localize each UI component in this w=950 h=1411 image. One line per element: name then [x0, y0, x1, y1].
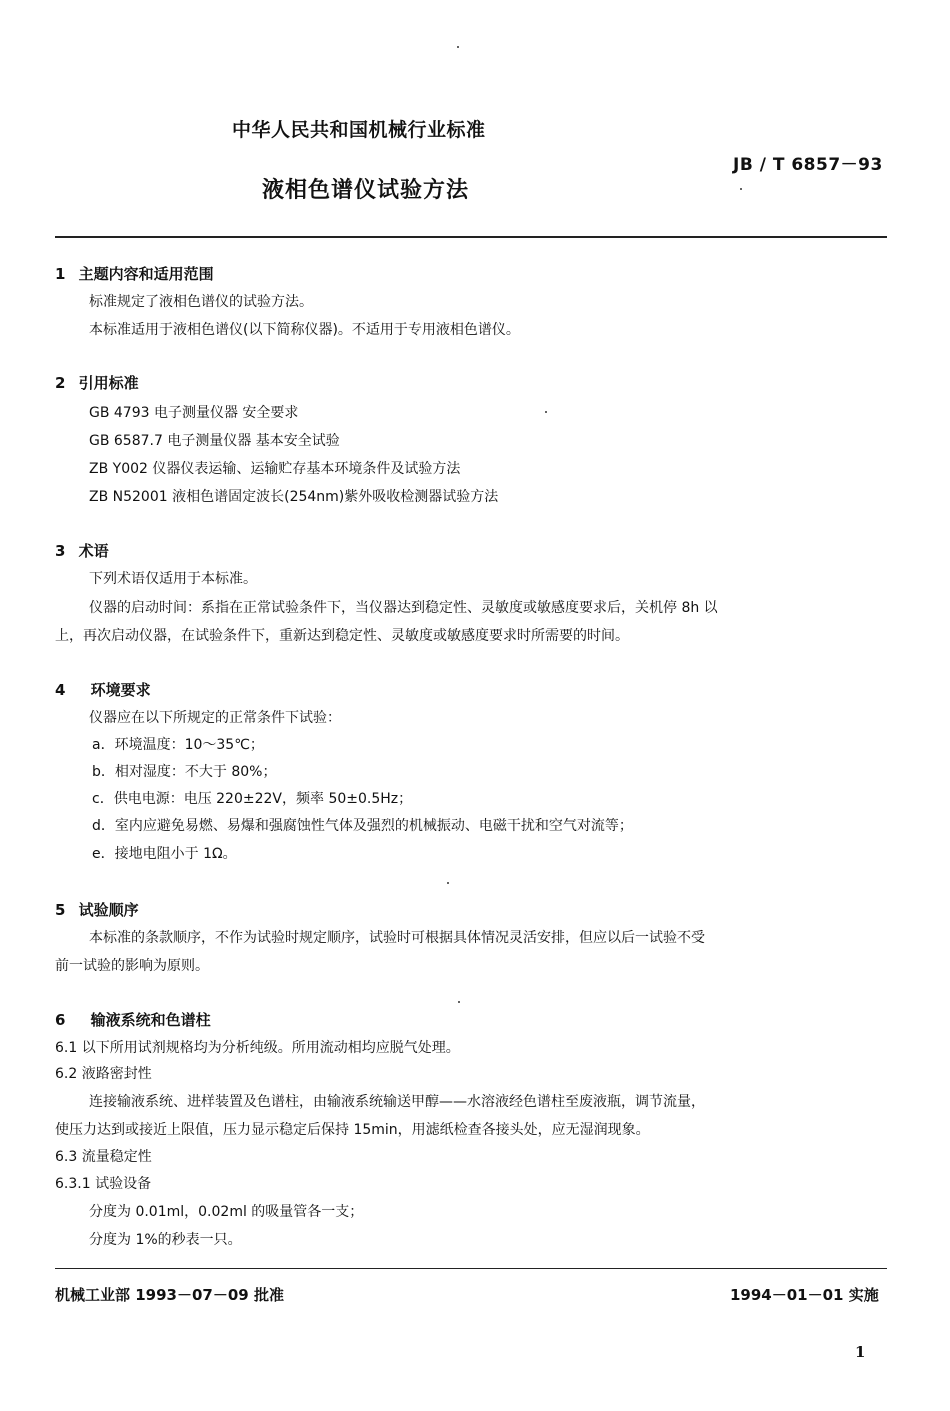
section-1-paragraph-2: 本标准适用于液相色谱仪(以下简称仪器)。不适用于专用液相色谱仪。	[89, 322, 520, 338]
approval-date: 机械工业部 1993－07－09 批准	[55, 1286, 284, 1304]
section-title: 输液系统和色谱柱	[90, 1011, 211, 1029]
section-5-paragraph-line-1: 本标准的条款顺序，不作为试验时规定顺序，试验时可根据具体情况灵活安排，但应以后一试验不受	[89, 930, 705, 946]
section-1-paragraph-1: 标准规定了液相色谱仪的试验方法。	[89, 294, 313, 310]
header-divider	[55, 236, 887, 238]
section-number: 2	[55, 374, 66, 392]
section-5-heading	[55, 899, 139, 920]
section-number: 5	[55, 901, 66, 919]
section-6-heading	[55, 1009, 211, 1030]
environment-item: d．室内应避免易燃、易爆和强腐蚀性气体及强烈的机械振动、电磁干扰和空气对流等；	[92, 818, 633, 834]
section-2-heading	[55, 372, 139, 393]
clause-6-3-1-heading: 6.3.1 试验设备	[55, 1176, 152, 1192]
scan-speck	[447, 882, 449, 884]
environment-item: e．接地电阻小于 1Ω。	[92, 846, 237, 862]
page-number: 1	[855, 1343, 866, 1361]
scan-speck	[458, 1001, 460, 1003]
section-title: 引用标准	[78, 374, 139, 392]
environment-item: b．相对湿度：不大于 80%；	[92, 764, 277, 780]
reference-item: GB 6587.7 电子测量仪器 基本安全试验	[89, 433, 340, 449]
section-1-heading	[55, 263, 214, 284]
scan-speck	[740, 188, 742, 190]
section-3-paragraph-1: 下列术语仅适用于本标准。	[89, 571, 257, 587]
section-number: 6	[55, 1011, 66, 1029]
section-4-heading	[55, 679, 151, 700]
section-number: 1	[55, 265, 66, 283]
clause-6-2-line-1: 连接输液系统、进样装置及色谱柱，由输液系统输送甲醇——水溶液经色谱柱至废液瓶，调节流量，	[89, 1094, 705, 1110]
section-number: 4	[55, 681, 66, 699]
environment-item: c．供电电源：电压 220±22V，频率 50±0.5Hz；	[92, 791, 413, 807]
document-title: 液相色谱仪试验方法	[262, 178, 470, 203]
section-title: 试验顺序	[78, 901, 139, 919]
environment-item: a．环境温度：10～35℃；	[92, 737, 264, 753]
footer-divider	[55, 1268, 887, 1269]
section-3-definition-line-2: 上，再次启动仪器，在试验条件下，重新达到稳定性、灵敏度或敏感度要求时所需要的时间。	[55, 628, 629, 644]
section-number: 3	[55, 542, 66, 560]
section-3-heading	[55, 540, 109, 561]
section-3-definition-line-1: 仪器的启动时间：系指在正常试验条件下，当仪器达到稳定性、灵敏度或敏感度要求后，关机停 8h 以	[89, 600, 718, 616]
section-title: 术语	[78, 542, 109, 560]
section-title: 主题内容和适用范围	[78, 265, 214, 283]
section-title: 环境要求	[90, 681, 151, 699]
clause-6-3-heading: 6.3 流量稳定性	[55, 1149, 152, 1165]
clause-6-2-line-2: 使压力达到或接近上限值，压力显示稳定后保持 15min，用滤纸检查各接头处，应无湿润现象。	[55, 1122, 650, 1138]
scan-speck	[457, 46, 459, 48]
section-4-intro: 仪器应在以下所规定的正常条件下试验：	[89, 710, 341, 726]
issuing-organization: 中华人民共和国机械行业标准	[232, 119, 486, 141]
clause-6-2-heading: 6.2 液路密封性	[55, 1066, 152, 1082]
equipment-item: 分度为 0.01ml，0.02ml 的吸量管各一支；	[89, 1204, 364, 1220]
reference-item: GB 4793 电子测量仪器 安全要求	[89, 405, 299, 421]
reference-item: ZB N52001 液相色谱固定波长(254nm)紫外吸收检测器试验方法	[89, 489, 499, 505]
equipment-item: 分度为 1%的秒表一只。	[89, 1232, 242, 1248]
scan-speck	[545, 411, 547, 413]
section-5-paragraph-line-2: 前一试验的影响为原则。	[55, 958, 209, 974]
effective-date: 1994－01－01 实施	[730, 1286, 879, 1304]
standard-code: JB / T 6857－93	[733, 155, 883, 175]
reference-item: ZB Y002 仪器仪表运输、运输贮存基本环境条件及试验方法	[89, 461, 461, 477]
clause-6-1: 6.1 以下所用试剂规格均为分析纯级。所用流动相均应脱气处理。	[55, 1040, 460, 1056]
